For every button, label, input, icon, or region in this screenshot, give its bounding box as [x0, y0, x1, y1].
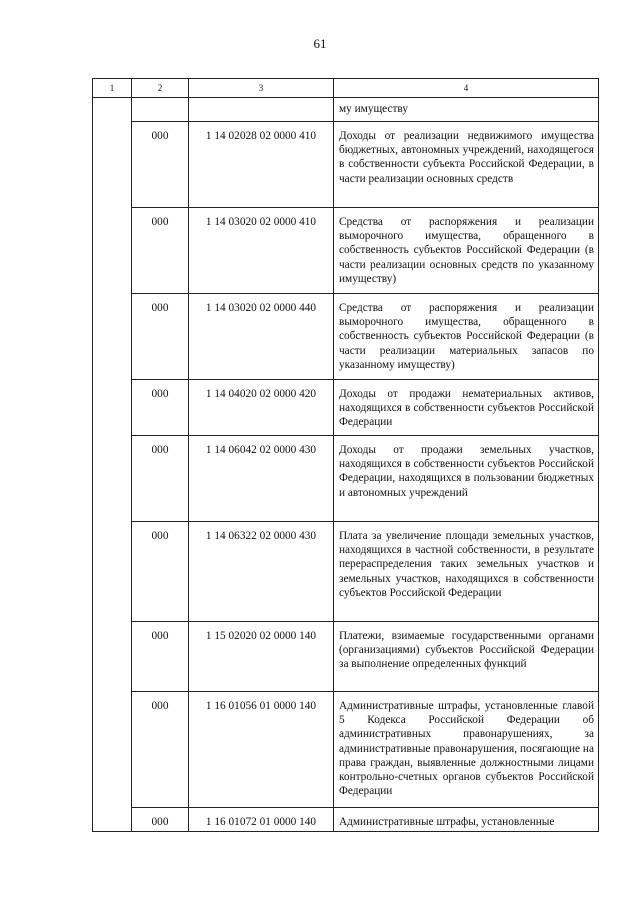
admin-cell: 000 — [132, 436, 189, 522]
table-row — [93, 380, 599, 436]
code-cell: 1 14 03020 02 0000 410 — [189, 208, 334, 294]
admin-cell: 000 — [132, 692, 189, 808]
admin-cell — [132, 98, 189, 122]
header-col-4: 4 — [334, 79, 599, 98]
table-row — [93, 294, 599, 380]
code-cell: 1 16 01056 01 0000 140 — [189, 692, 334, 808]
header-col-2: 2 — [132, 79, 189, 98]
admin-cell: 000 — [132, 294, 189, 380]
description-cell: Средства от распоряжения и реализации выморочного имущества, обращенного в собственность субъектов Российской Федерации (в части реализации основных средств по указанному имуществу) — [334, 208, 599, 294]
code-cell: 1 14 06042 02 0000 430 — [189, 436, 334, 522]
table-row — [93, 622, 599, 692]
admin-cell: 000 — [132, 522, 189, 622]
table-row — [93, 522, 599, 622]
page-number: 61 — [313, 36, 327, 51]
table-row — [93, 692, 599, 808]
table-header-row — [93, 79, 599, 98]
description-cell: Платежи, взимаемые государственными органами (организациями) субъектов Российской Федерации за выполнение определенных функций — [334, 622, 599, 692]
header-col-3: 3 — [189, 79, 334, 98]
group-cell — [93, 98, 132, 832]
code-cell: 1 14 03020 02 0000 440 — [189, 294, 334, 380]
revenue-classification-table — [92, 78, 599, 832]
admin-cell: 000 — [132, 808, 189, 832]
code-cell: 1 14 04020 02 0000 420 — [189, 380, 334, 436]
code-cell: 1 14 06322 02 0000 430 — [189, 522, 334, 622]
description-cell: Доходы от продажи нематериальных активов, находящихся в собственности субъектов Российской Федерации — [334, 380, 599, 436]
admin-cell: 000 — [132, 380, 189, 436]
description-cell: Плата за увеличение площади земельных участков, находящихся в частной собственности, в результате перераспределения таких земельных участков и земельных участков, находящихся в собственности субъектов Российской Федерации — [334, 522, 599, 622]
description-cell: Административные штрафы, установленные главой 5 Кодекса Российской Федерации об административных правонарушениях, за административные правонарушения, посягающие на права граждан, выявленные должностными лицами контрольно-счетных органов субъектов Российской Федерации — [334, 692, 599, 808]
table-row — [93, 808, 599, 832]
description-cell: Средства от распоряжения и реализации выморочного имущества, обращенного в собственность субъектов Российской Федерации (в части реализации материальных запасов по указанному имуществу) — [334, 294, 599, 380]
header-col-1: 1 — [93, 79, 132, 98]
description-cell: му имуществу — [334, 98, 599, 122]
table-row — [93, 98, 599, 122]
code-cell: 1 14 02028 02 0000 410 — [189, 122, 334, 208]
code-cell: 1 16 01072 01 0000 140 — [189, 808, 334, 832]
description-cell: Доходы от продажи земельных участков, находящихся в собственности субъектов Российской Федерации, находящихся в пользовании бюджетных и автономных учреждений — [334, 436, 599, 522]
table-row — [93, 436, 599, 522]
code-cell: 1 15 02020 02 0000 140 — [189, 622, 334, 692]
table-row — [93, 208, 599, 294]
admin-cell: 000 — [132, 122, 189, 208]
description-cell: Доходы от реализации недвижимого имущества бюджетных, автономных учреждений, находящегося в собственности субъекта Российской Федерации, в части реализации основных средств — [334, 122, 599, 208]
admin-cell: 000 — [132, 208, 189, 294]
table-row — [93, 122, 599, 208]
description-cell: Административные штрафы, установленные — [334, 808, 599, 832]
code-cell — [189, 98, 334, 122]
admin-cell: 000 — [132, 622, 189, 692]
